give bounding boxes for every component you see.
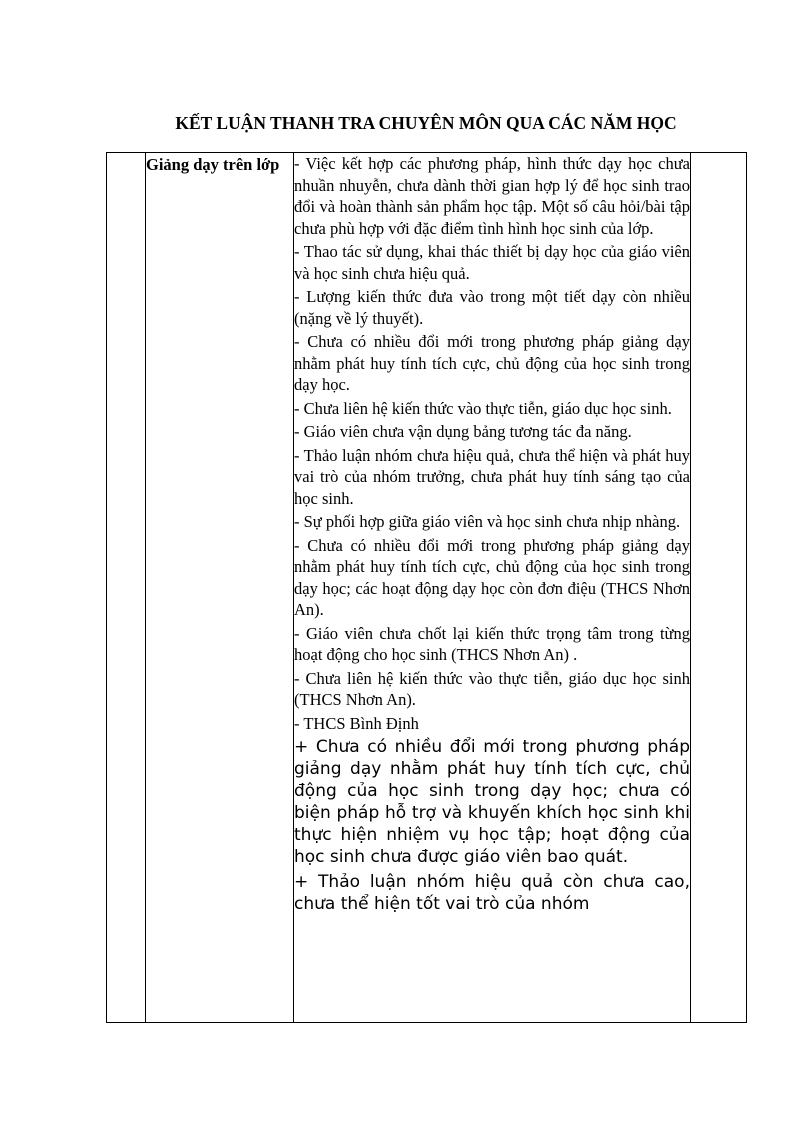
finding-item: - Sự phối hợp giữa giáo viên và học sinh chưa nhịp nhàng.	[294, 512, 681, 531]
category-label: Giảng dạy trên lớp	[146, 155, 280, 174]
finding-item: - Thảo luận nhóm chưa hiệu quả, chưa thể hiện và phát huy vai trò của nhóm trưởng, chưa phát huy tính sáng tạo của học sinh.	[294, 445, 690, 508]
findings-list	[294, 153, 690, 1022]
finding-item: - THCS Bình Định	[294, 713, 419, 733]
subfinding-item: + Thảo luận nhóm hiệu quả còn chưa cao, chưa thể hiện tốt vai trò của nhóm	[294, 872, 690, 914]
finding-item: - Chưa có nhiều đổi mới trong phương pháp giảng dạy nhằm phát huy tính tích cực, chủ động của học sinh trong dạy học.	[294, 332, 690, 394]
finding-item: - Chưa có nhiều đổi mới trong phương pháp giảng dạy nhằm phát huy tính tích cực, chủ động của học sinh trong dạy học; các hoạt động dạy học còn đơn điệu (THCS Nhơn An).	[294, 535, 690, 619]
finding-item: - Việc kết hợp các phương pháp, hình thức dạy học chưa nhuần nhuyễn, chưa dành thời gian hợp lý để học sinh trao đổi và hoàn thành sản phẩm học tập. Một số câu hỏi/bài tập chưa phù hợp với đặc điểm tình hình học sinh của lớp.	[294, 154, 690, 238]
finding-item: - Chưa liên hệ kiến thức vào thực tiễn, giáo dục học sinh.	[294, 398, 672, 418]
finding-item: - Lượng kiến thức đưa vào trong một tiết dạy còn nhiều (nặng về lý thuyết).	[294, 287, 690, 328]
finding-item: - Chưa liên hệ kiến thức vào thực tiễn, giáo dục học sinh (THCS Nhơn An).	[294, 668, 690, 709]
inspection-table	[106, 152, 747, 1023]
table-row	[107, 153, 747, 1023]
table-cell-index	[107, 153, 146, 1023]
finding-item: - Giáo viên chưa vận dụng bảng tương tác đa năng.	[294, 422, 632, 441]
table-cell-findings	[294, 153, 691, 1023]
finding-item: - Giáo viên chưa chốt lại kiến thức trọng tâm trong từng hoạt động cho học sinh (THCS Nhơn An) .	[294, 623, 690, 664]
finding-item: - Thao tác sử dụng, khai thác thiết bị dạy học của giáo viên và học sinh chưa hiệu quả.	[294, 242, 690, 283]
page-title: KẾT LUẬN THANH TRA CHUYÊN MÔN QUA CÁC NĂM HỌC	[175, 113, 677, 133]
table-cell-category	[146, 153, 294, 1023]
table-cell-notes	[691, 153, 747, 1023]
subfinding-item: + Chưa có nhiều đổi mới trong phương pháp giảng dạy nhằm phát huy tính tích cực, chủ động của học sinh trong dạy học; chưa có biện pháp hỗ trợ và khuyến khích học sinh khi thực hiện nhiệm vụ học tập; hoạt động của học sinh chưa được giáo viên bao quát.	[294, 737, 690, 867]
